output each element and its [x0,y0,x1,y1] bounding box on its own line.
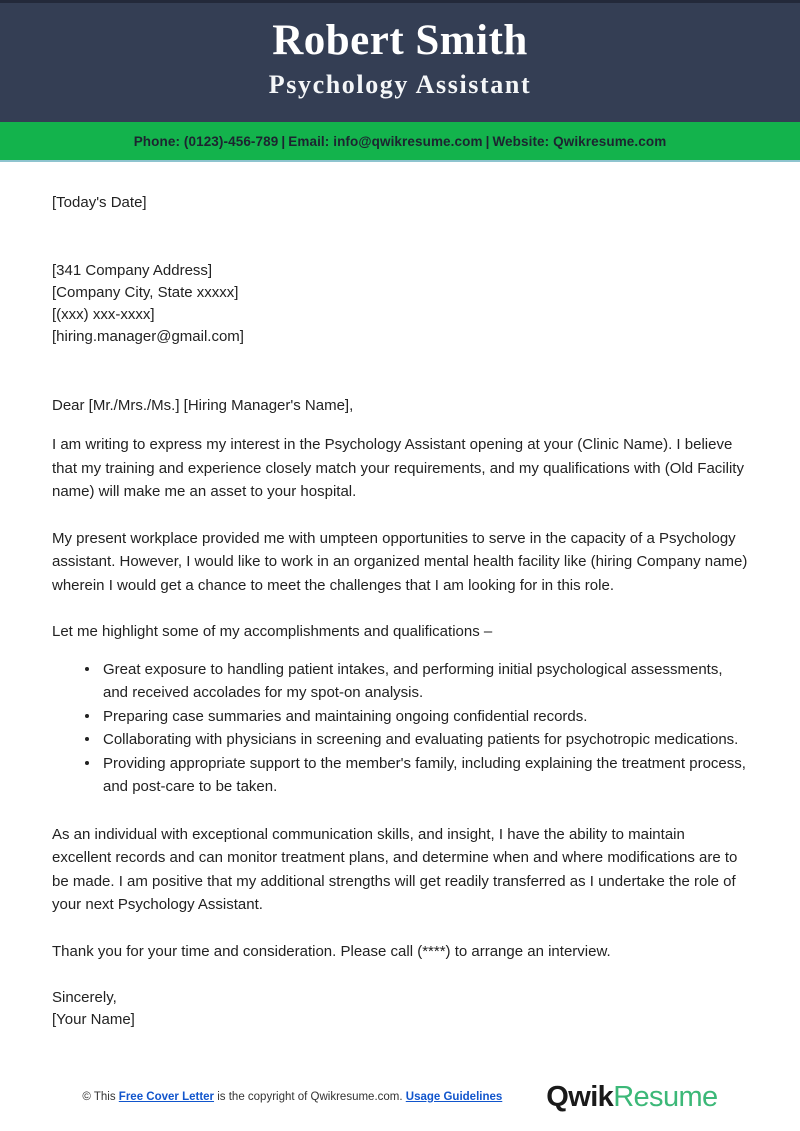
logo-text-qwik: Qwik [546,1081,614,1113]
list-item [85,658,748,705]
header-banner [0,3,800,122]
contact-separator-1: | [281,133,286,149]
paragraph-intro: I am writing to express my interest in the Psychology Assistant opening at your (Clinic Name). I believe that my training and experience closely match your requirements, and my qualifications with (Old Facility name) will make me an asset to your hospital. [52,436,744,500]
closing-line: Sincerely, [52,989,117,1006]
signoff-block [52,963,748,1031]
list-item-text: Great exposure to handling patient intakes, and performing initial psychological assessments, and received accolades for my spot-on analysis. [103,660,723,701]
letter-date: [Today's Date] [52,194,147,211]
copyright-prefix: © This [82,1091,119,1103]
logo-text-resume: Resume [613,1081,718,1113]
list-item-text: Collaborating with physicians in screening and evaluating patients for psychotropic medications. [103,731,739,748]
copyright-notice [82,1091,502,1103]
recipient-address-line: [341 Company Address] [52,262,213,279]
usage-guidelines-link[interactable]: Usage Guidelines [405,1091,503,1103]
list-item-text: Preparing case summaries and maintaining ongoing confidential records. [103,707,588,725]
footer [0,1081,800,1113]
paragraph-experience: My present workplace provided me with umpteen opportunities to serve in the capacity of a Psychology assistant. However, I would like to work in an organized mental health facility like (hiring Company name) wherein I would get a chance to meet the challenges that I am looking for in this role. [52,529,748,594]
free-cover-letter-link[interactable]: Free Cover Letter [118,1091,215,1103]
phone-label: Phone: (0123)-456-789 [133,133,279,149]
qwikresume-logo [546,1081,717,1113]
applicant-job-title: Psychology Assistant [268,70,532,99]
bullet-icon [85,737,89,741]
contact-separator-2: | [485,133,490,149]
contact-bar [0,122,800,162]
bullet-icon [85,714,89,718]
list-item [85,752,748,799]
recipient-email-line: [hiring.manager@gmail.com] [52,328,244,345]
recipient-phone-line: [(xxx) xxx-xxxx] [52,306,155,323]
recipient-city-line: [Company City, State xxxxx] [52,284,239,301]
accomplishments-list [52,644,748,799]
list-item-text: Providing appropriate support to the member's family, including explaining the treatment process, and post-care to be taken. [103,754,746,795]
recipient-address-block [52,214,748,348]
signature-name: [Your Name] [52,1011,135,1028]
bullet-icon [85,667,89,671]
bullet-icon [85,761,89,765]
website-label: Website: Qwikresume.com [492,133,667,149]
highlight-intro: Let me highlight some of my accomplishments and qualifications – [52,623,493,640]
contact-line [134,134,667,149]
paragraph-thanks: Thank you for your time and consideration. Please call (****) to arrange an interview. [52,942,611,960]
paragraph-skills: As an individual with exceptional communication skills, and insight, I have the ability to maintain excellent records and can monitor treatment plans, and determine when and where modifications are to be made. I am positive that my additional strengths will get readily transferred as I undertake the role of your next Psychology Assistant. [52,825,738,913]
salutation: Dear [Mr./Mrs./Ms.] [Hiring Manager's Name], [52,397,354,414]
copyright-middle: is the copyright of Qwikresume.com. [214,1091,406,1103]
page-title: Robert Smith [272,17,528,64]
email-label: Email: info@qwikresume.com [288,133,483,149]
list-item [85,705,748,729]
list-item [85,728,748,752]
letter-body [0,162,800,1031]
